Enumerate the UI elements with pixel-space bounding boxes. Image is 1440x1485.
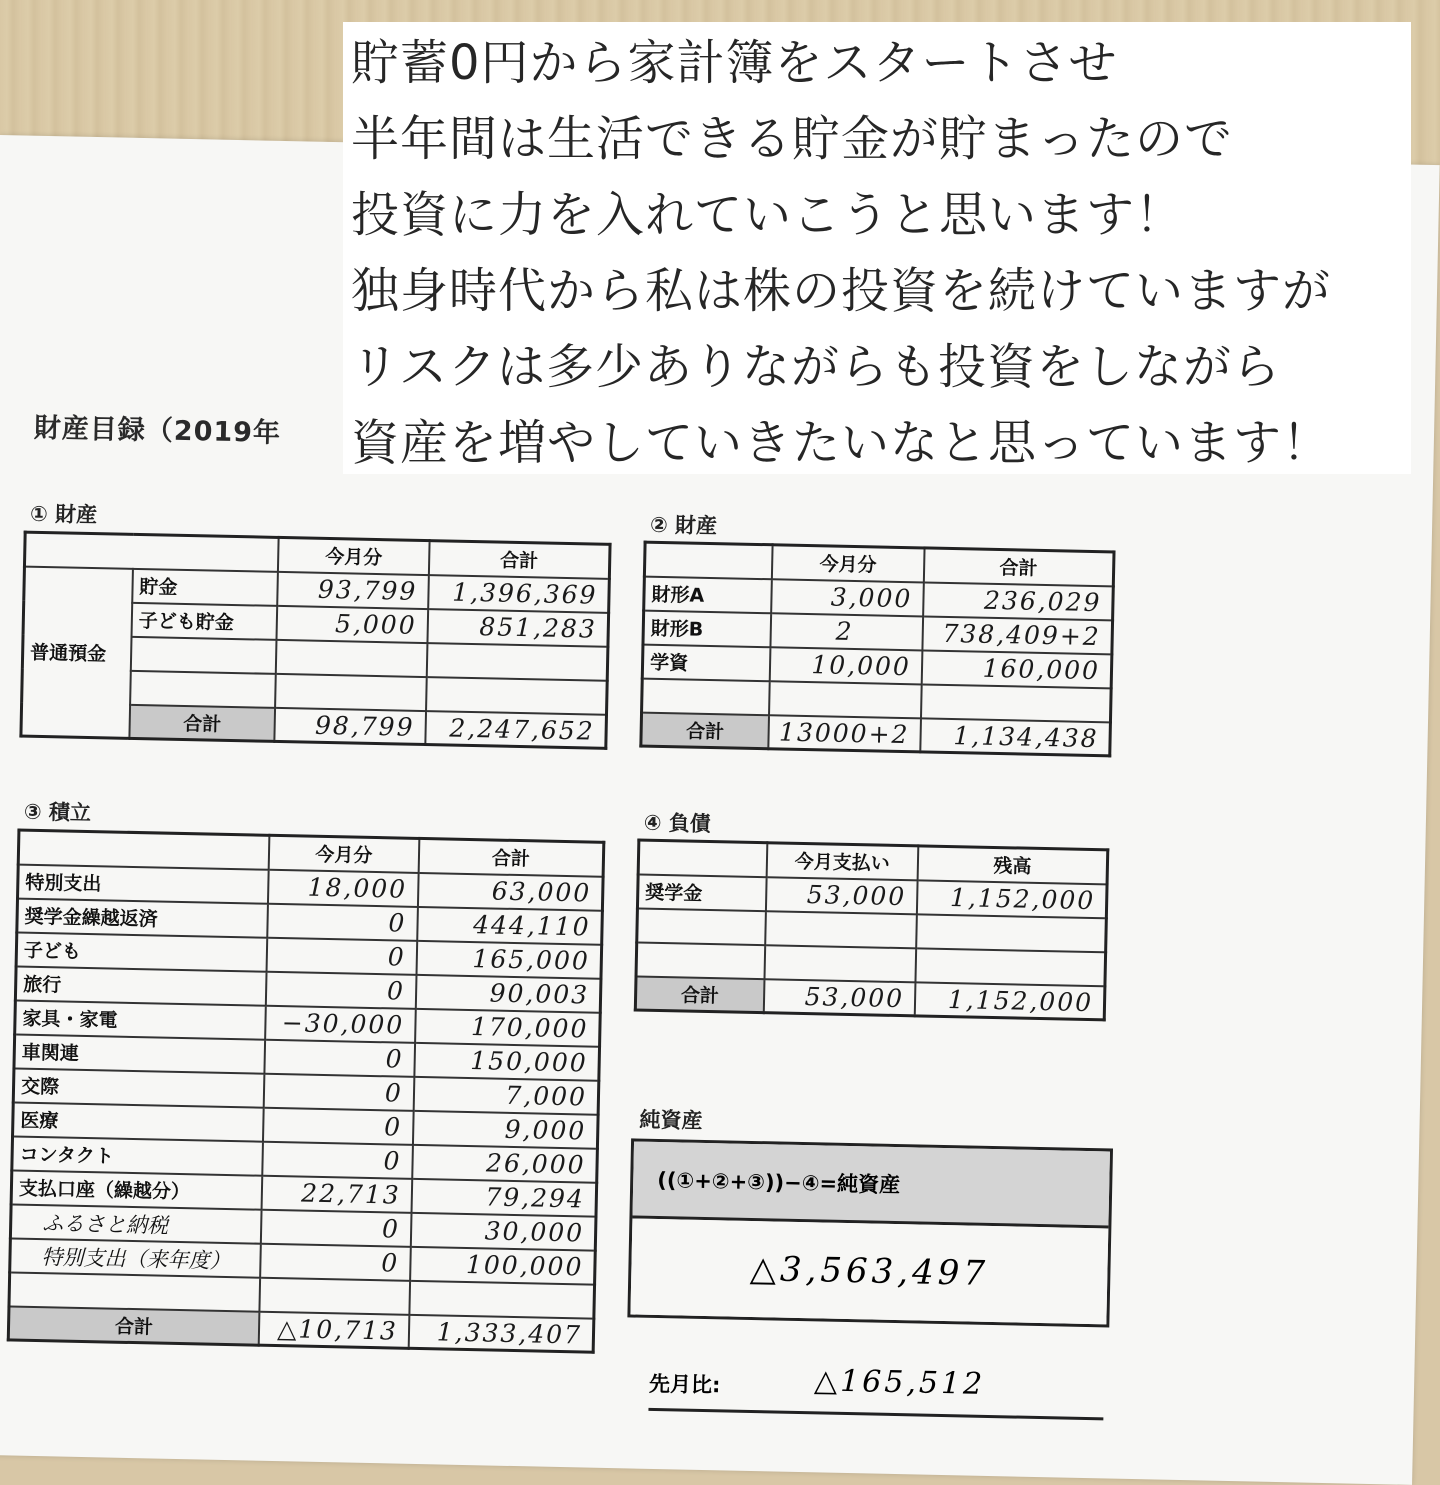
caption-line: 資産を増やしていきたいなと思っています！ [351,415,1332,471]
row-month [764,945,916,982]
row-month: 3,000 [771,579,924,616]
row-label: 車関連 [14,1034,265,1073]
row-label [636,942,765,979]
header-blank [644,542,772,579]
row-total: 1,396,369 [428,575,609,613]
header-blank [18,830,269,869]
row-label: 財形B [643,610,771,647]
row-month [276,639,427,676]
savings-table [7,829,606,1354]
caption-line: 半年間は生活できる貯金が貯まったので [351,111,1234,167]
col-header-total: 合計 [429,541,610,579]
row-label: 旅行 [15,966,266,1005]
caption-overlay [343,22,1411,474]
row-total: 150,000 [414,1042,599,1080]
row-label: 医療 [13,1102,264,1141]
section2-title: ② 財産 [649,512,718,539]
row-month: 22,713 [262,1175,413,1212]
section3-title: ③ 積立 [23,799,92,826]
row-month: 0 [267,903,418,940]
row-month [765,911,917,948]
col-header-month: 今月分 [278,537,429,574]
total-month: 98,799 [275,707,426,744]
row-label [131,636,277,673]
row-month: 0 [260,1243,411,1280]
net-assets-title: 純資産 [639,1107,703,1133]
row-total: 738,409+2 [922,616,1112,654]
row-label: 貯金 [132,568,278,605]
row-total: 63,000 [418,872,603,910]
row-total [921,684,1111,722]
row-month: 0 [261,1209,412,1246]
row-total: 90,003 [416,974,601,1012]
total-total: 1,152,000 [915,982,1105,1020]
comparison-value: △165,512 [813,1363,986,1402]
row-label: 支払口座（繰越分） [11,1170,262,1209]
row-month [769,681,922,718]
row-total [915,948,1105,986]
row-month: 0 [266,937,417,974]
net-assets-formula: ((①+②+③))−④=純資産 [632,1141,1110,1228]
row-total: 165,000 [416,940,601,978]
row-total: 1,152,000 [917,880,1107,918]
total-month: △10,713 [259,1311,410,1348]
section4-title: ④ 負債 [643,810,712,837]
row-label: 財形A [644,576,772,613]
caption-line: リスクは多少ありながらも投資をしながら [351,339,1282,395]
col-header-month: 今月分 [772,545,925,582]
net-assets-value: △3,563,497 [630,1218,1108,1324]
liabilities-table [634,839,1110,1022]
caption-line: 独身時代から私は株の投資を続けていますが [351,263,1332,319]
section1-title: ① 財産 [29,501,98,528]
row-label: コンタクト [12,1136,263,1175]
col-header-total: 合計 [924,548,1114,586]
row-label: 交際 [13,1068,264,1107]
total-total: 2,247,652 [425,711,606,749]
row-month: 0 [262,1141,413,1178]
total-month: 13000+2 [768,715,921,752]
row-total: 9,000 [413,1110,598,1148]
row-label: 特別支出 [18,864,269,903]
row-total: 7,000 [413,1076,598,1114]
group-label: 普通預金 [21,566,133,738]
row-label-handwritten: ふるさと納税 [10,1204,261,1243]
row-label: 家具・家電 [15,1000,266,1039]
row-total: 100,000 [410,1246,595,1284]
row-total: 170,000 [415,1008,600,1046]
row-label [642,678,770,715]
header-blank [24,532,279,571]
row-month [259,1277,410,1314]
row-label [9,1272,260,1311]
row-month: 0 [264,1073,415,1110]
total-label: 合計 [129,704,275,741]
row-month: 0 [263,1107,414,1144]
row-label [637,908,766,945]
row-month: 53,000 [766,877,918,914]
total-label: 合計 [641,712,769,749]
row-total [426,677,607,715]
row-total: 160,000 [922,650,1112,688]
col-header-month: 今月分 [269,835,420,872]
row-label: 学資 [642,644,770,681]
row-total: 79,294 [411,1178,596,1216]
total-month: 53,000 [763,979,915,1016]
caption-line: 貯蓄0円から家計簿をスタートさせ [351,35,1118,91]
row-month: 93,799 [278,571,429,608]
assets-table-1 [19,531,611,750]
row-label [130,670,276,707]
row-month: 18,000 [268,869,419,906]
row-label-handwritten: 特別支出（来年度） [10,1238,261,1277]
row-label: 子ども [16,932,267,971]
total-total: 1,333,407 [408,1314,593,1352]
assets-table-2 [639,541,1115,758]
document-title: 財産目録（2019年 [33,412,282,449]
month-comparison [648,1364,1104,1421]
total-total: 1,134,438 [920,718,1110,756]
header-blank [638,840,767,877]
row-total [409,1280,594,1318]
row-label: 奨学金 [637,874,766,911]
row-total: 30,000 [411,1212,596,1250]
row-total: 236,029 [923,582,1113,620]
row-month [275,673,426,710]
col-header-total: 合計 [418,838,603,876]
caption-line: 投資に力を入れていこうと思います！ [351,187,1185,243]
row-total: 444,110 [417,906,602,944]
row-month: 10,000 [770,647,923,684]
row-month: −30,000 [265,1005,416,1042]
total-label: 合計 [635,976,764,1013]
row-label: 奨学金繰越返済 [17,898,268,937]
comparison-label: 先月比: [648,1371,721,1398]
col-header-balance: 残高 [918,846,1108,884]
net-assets-box [627,1138,1113,1327]
row-month: 0 [264,1039,415,1076]
row-month: 5,000 [277,605,428,642]
row-month: 2 [770,613,923,650]
row-month: 0 [266,971,417,1008]
total-label: 合計 [8,1306,259,1345]
col-header-payment: 今月支払い [766,843,918,880]
row-total: 26,000 [412,1144,597,1182]
row-total [427,643,608,681]
row-total [916,914,1106,952]
row-label: 子ども貯金 [131,602,277,639]
row-total: 851,283 [427,609,608,647]
